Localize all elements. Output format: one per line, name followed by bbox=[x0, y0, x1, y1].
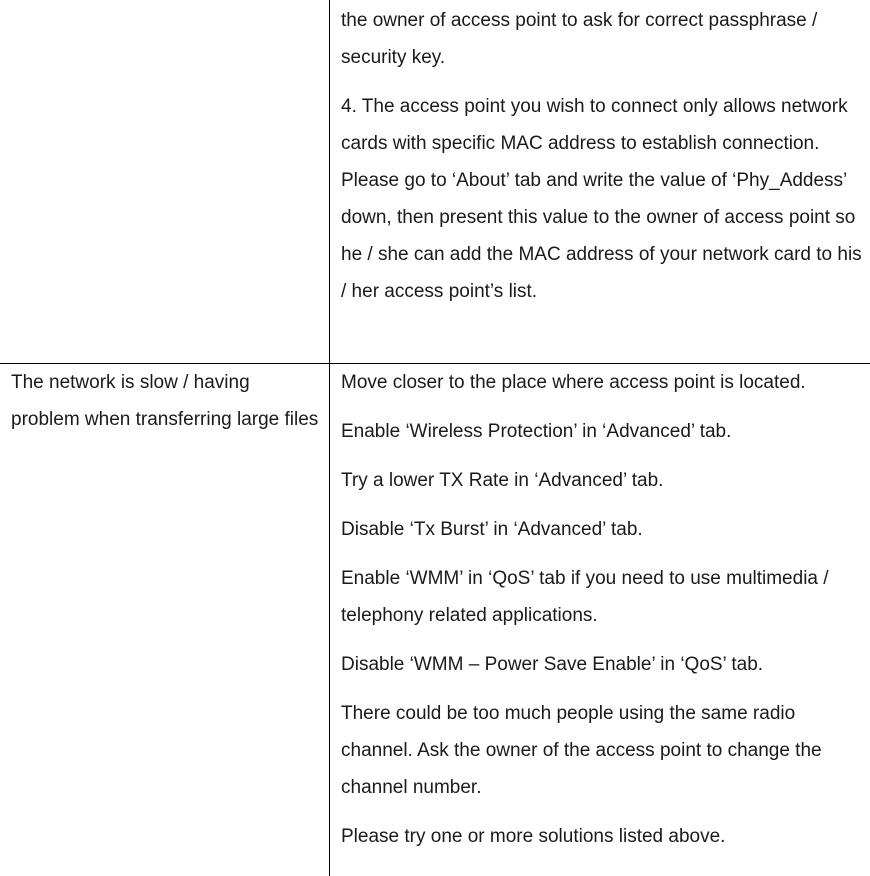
solution-text: Disable ‘Tx Burst’ in ‘Advanced’ tab. bbox=[341, 519, 643, 540]
solution-text: the owner of access point to ask for correct passphrase / security key. bbox=[341, 10, 818, 68]
row1-solution-cell bbox=[341, 2, 866, 310]
solution-text: Enable ‘WMM’ in ‘QoS’ tab if you need to use multimedia / telephony related applications. bbox=[341, 568, 829, 626]
row2-problem-cell bbox=[11, 364, 321, 438]
column-divider bbox=[329, 0, 330, 876]
problem-text: The network is slow / having problem when transferring large files bbox=[11, 372, 319, 430]
solution-text: Please try one or more solutions listed above. bbox=[341, 826, 726, 847]
solution-text: Try a lower TX Rate in ‘Advanced’ tab. bbox=[341, 470, 664, 491]
row2-solution-cell bbox=[341, 364, 866, 855]
solution-text: Enable ‘Wireless Protection’ in ‘Advanced’ tab. bbox=[341, 421, 732, 442]
solution-text: 4. The access point you wish to connect only allows network cards with specific MAC address to establish connection. Please go to ‘About’ tab and write the value of ‘Phy_Addess’ down, then present this value to the owner of access point so he / she can add the MAC address of your network card to his / her access point’s list. bbox=[341, 96, 862, 302]
solution-text: There could be too much people using the same radio channel. Ask the owner of the access point to change the channel number. bbox=[341, 703, 822, 798]
solution-text: Move closer to the place where access point is located. bbox=[341, 372, 806, 393]
solution-text: Disable ‘WMM – Power Save Enable’ in ‘QoS’ tab. bbox=[341, 654, 764, 675]
